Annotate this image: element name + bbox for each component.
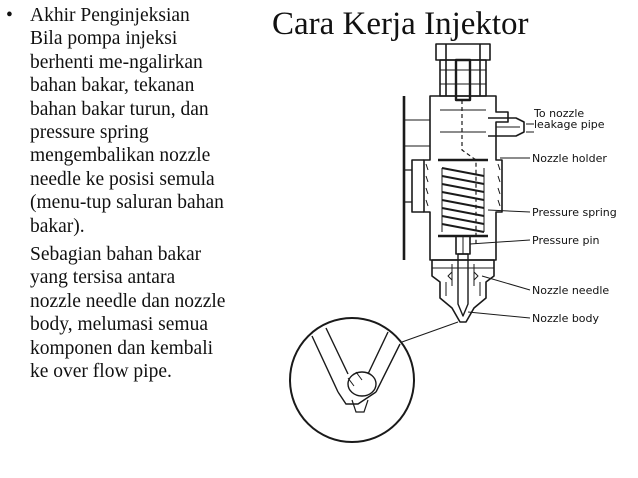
nozzle-body [432, 260, 494, 322]
text-line: Sebagian bahan bakar [30, 244, 202, 266]
label-pressure-pin: Pressure pin [532, 234, 600, 247]
continuation-paragraph [6, 243, 288, 383]
label-nozzle-holder: Nozzle holder [532, 152, 607, 165]
label-leakage-line1: To nozzle [534, 107, 585, 120]
leakage-pipe [488, 118, 534, 136]
text-line: pressure spring [30, 122, 149, 144]
label-leakage-pipe [534, 108, 605, 130]
text-line: needle ke posisi semula [30, 168, 215, 190]
body-text [6, 4, 288, 384]
text-line: (menu-tup saluran bahan [30, 192, 224, 214]
bullet-marker: • [6, 5, 13, 26]
pressure-pin [456, 236, 470, 254]
text-line: body, melumasi semua [30, 314, 208, 336]
label-nozzle-needle: Nozzle needle [532, 284, 610, 297]
injector-diagram [280, 40, 638, 478]
text-line: mengembalikan nozzle [30, 145, 211, 167]
text-line: berhenti me-ngalirkan [30, 51, 203, 73]
detail-magnifier [290, 318, 414, 442]
text-line: yang tersisa antara [30, 267, 176, 289]
text-line: nozzle needle dan nozzle [30, 290, 226, 312]
text-line: bakar). [30, 215, 85, 237]
text-line: ke over flow pipe. [30, 361, 172, 383]
bullet-paragraph [6, 4, 288, 238]
text-line: bahan bakar turun, dan [30, 98, 209, 120]
inlet-fitting [436, 44, 490, 100]
text-line: Akhir Penginjeksian [30, 5, 190, 26]
label-leakage-line2: leakage pipe [534, 118, 605, 131]
label-nozzle-body: Nozzle body [532, 312, 600, 325]
pressure-spring [438, 160, 488, 236]
text-line: komponen dan kembali [30, 337, 214, 359]
leader-lines [402, 158, 530, 342]
page-title: Cara Kerja Injektor [272, 6, 529, 42]
nozzle-needle [448, 254, 478, 316]
text-line: bahan bakar, tekanan [30, 75, 195, 97]
label-pressure-spring: Pressure spring [532, 206, 617, 219]
text-line: Bila pompa injeksi [30, 28, 178, 50]
